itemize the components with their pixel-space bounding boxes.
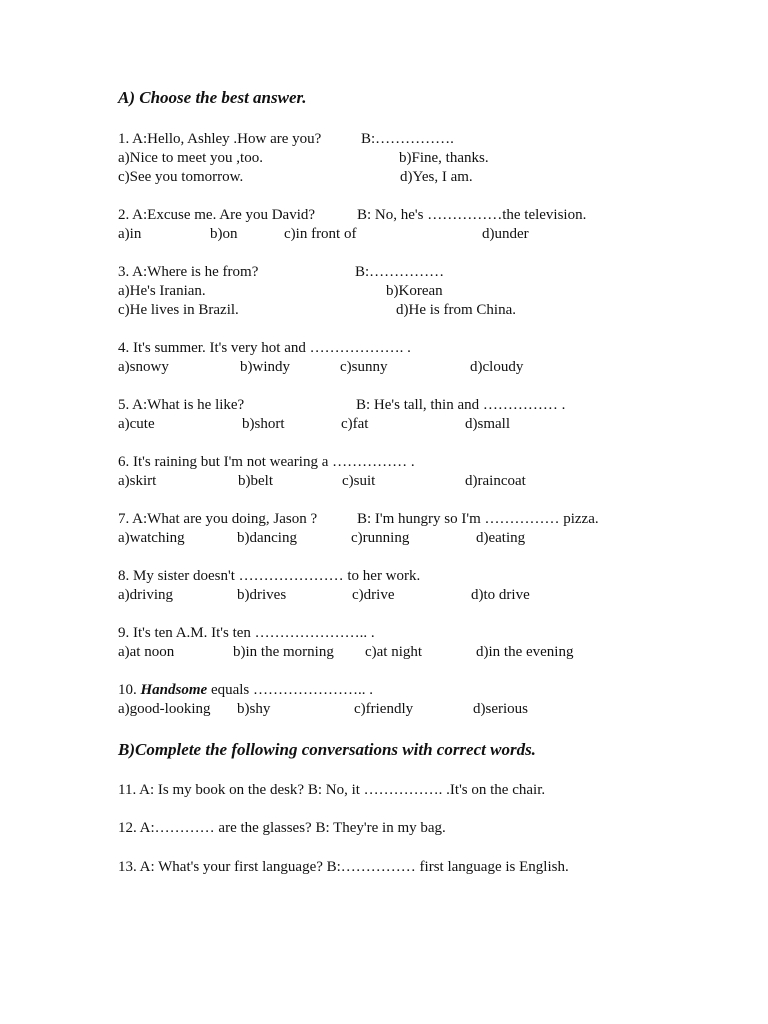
option-a: a)skirt [118,473,157,489]
question-1-options-row-1 [118,149,718,168]
question-2 [118,206,728,225]
option-b: b)short [242,416,285,432]
question-7 [118,510,738,529]
option-a: a)Nice to meet you ,too. [118,150,263,166]
question-2-prompt: 2. A:Excuse me. Are you David? [118,207,316,223]
question-7-options [118,529,718,548]
option-c: c)in front of [284,226,357,242]
question-9-prompt: 9. It's ten A.M. It's ten ………………….. . [118,625,375,641]
question-9 [118,624,718,643]
question-7-prompt: 7. A:What are you doing, Jason ? [118,511,318,527]
question-3-options-row-1 [118,282,718,301]
option-a: a)driving [118,587,173,603]
option-a: a)at noon [118,644,175,660]
section-b-title: B)Complete the following conversations with correct words. [118,740,536,759]
option-b: b)in the morning [233,644,334,660]
option-d: d)cloudy [470,359,524,375]
question-11: 11. A: Is my book on the desk? B: No, it ……………. .It's on the chair. [118,782,546,798]
question-13: 13. A: What's your first language? B:…………… first language is English. [118,859,569,875]
option-b: b)Korean [386,283,443,299]
question-1-prompt: 1. A:Hello, Ashley .How are you? [118,131,322,147]
option-a: a)in [118,226,142,242]
question-8 [118,567,718,586]
option-c: c)suit [342,473,376,489]
option-c: c)sunny [340,359,388,375]
option-d: d)eating [476,530,526,546]
option-b: b)shy [237,701,271,717]
option-c: c)drive [352,587,395,603]
option-d: d)under [482,226,529,242]
question-12: 12. A:………… are the glasses? B: They're in my bag. [118,820,446,836]
option-d: d)raincoat [465,473,526,489]
question-3-prompt: 3. A:Where is he from? [118,264,259,280]
question-4-prompt: 4. It's summer. It's very hot and ………………. . [118,340,411,356]
question-4 [118,339,718,358]
question-3-response: B:…………… [355,264,445,280]
section-a-title: A) Choose the best answer. [118,88,307,107]
question-10-options [118,700,718,719]
option-a: a)snowy [118,359,169,375]
question-7-response: B: I'm hungry so I'm …………… pizza. [357,511,599,527]
option-b: b)belt [238,473,273,489]
question-5-options [118,415,718,434]
option-d: d)small [465,416,510,432]
question-8-options [118,586,718,605]
option-b: b)on [210,226,238,242]
option-c: c)running [351,530,410,546]
option-a: a)He's Iranian. [118,283,206,299]
question-9-options [118,643,718,662]
question-10 [118,681,718,700]
question-5-response: B: He's tall, thin and …………… . [356,397,566,413]
question-4-options [118,358,718,377]
option-c: c)friendly [354,701,414,717]
option-d: d)in the evening [476,644,574,660]
option-a: a)cute [118,416,155,432]
question-1 [118,130,718,149]
option-d: d)to drive [471,587,530,603]
question-8-prompt: 8. My sister doesn't ………………… to her work. [118,568,421,584]
option-c: c)at night [365,644,423,660]
question-6-prompt: 6. It's raining but I'm not wearing a …………… . [118,454,415,470]
question-1-response: B:……………. [361,131,454,147]
option-c: c)He lives in Brazil. [118,302,239,318]
question-3-options-row-2 [118,301,718,320]
option-d: d)serious [473,701,528,717]
option-b: b)dancing [237,530,297,546]
option-c: c)See you tomorrow. [118,169,244,185]
question-6 [118,453,718,472]
question-2-response: B: No, he's ……………the television. [357,207,587,223]
question-5 [118,396,718,415]
option-d: d)Yes, I am. [400,169,473,185]
option-a: a)watching [118,530,185,546]
option-b: b)Fine, thanks. [399,150,489,166]
question-2-options [118,225,718,244]
question-1-options-row-2 [118,168,718,187]
question-5-prompt: 5. A:What is he like? [118,397,245,413]
option-c: c)fat [341,416,369,432]
question-6-options [118,472,718,491]
question-10-number: 10. [118,682,137,698]
question-10-prompt [118,681,373,700]
option-d: d)He is from China. [396,302,516,318]
option-b: b)windy [240,359,290,375]
question-10-keyword: Handsome [140,682,208,698]
option-a: a)good-looking [118,701,211,717]
option-b: b)drives [237,587,287,603]
question-10-rest: equals ………………….. . [210,682,374,698]
question-3 [118,263,718,282]
